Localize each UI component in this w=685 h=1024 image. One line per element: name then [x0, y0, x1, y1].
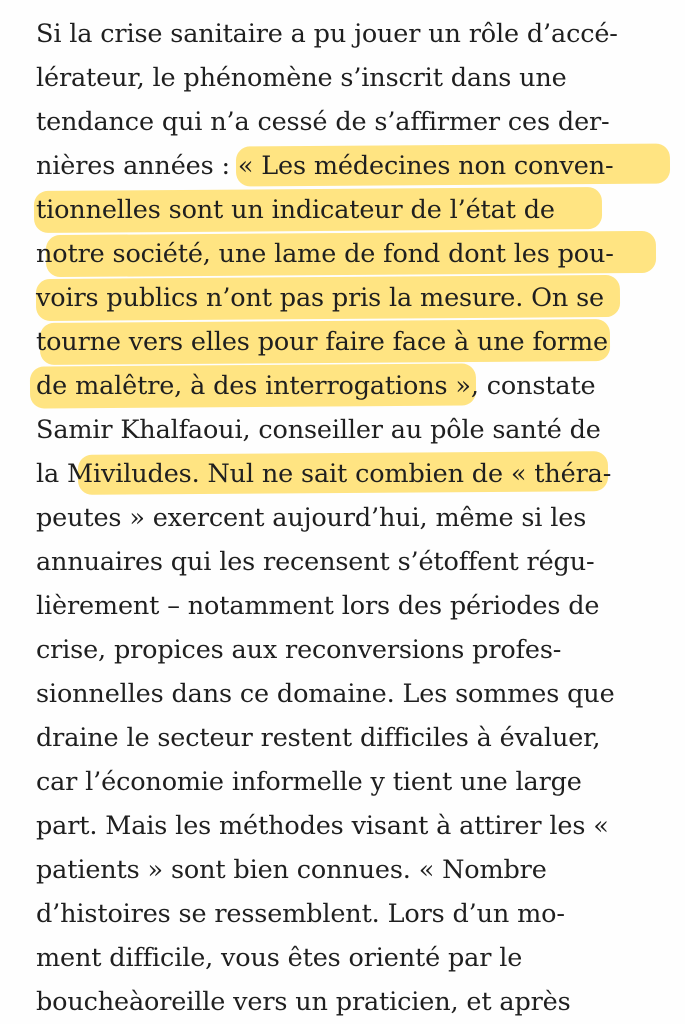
text-line: la Miviludes. Nul ne sait combien de « théra- [36, 459, 612, 489]
text-line: Samir Khalfaoui, conseiller au pôle santé de [36, 415, 601, 445]
text-line: draine le secteur restent difficiles à évaluer, [36, 723, 601, 753]
text-line: voirs publics n’ont pas pris la mesure. On se [36, 283, 604, 313]
text-line: car l’économie informelle y tient une large [36, 767, 582, 797]
text-line: tourne vers elles pour faire face à une forme [36, 327, 608, 357]
text-line: nières années : « Les médecines non conven- [36, 151, 614, 181]
text-line: d’histoires se ressemblent. Lors d’un mo- [36, 899, 565, 929]
text-line: part. Mais les méthodes visant à attirer les « [36, 811, 609, 841]
text-line: lièrement – notamment lors des périodes de [36, 591, 600, 621]
text-line: crise, propices aux reconversions profes- [36, 635, 562, 665]
text-line: de malêtre, à des interrogations », constate [36, 371, 596, 401]
text-line: boucheàoreille vers un praticien, et après [36, 987, 571, 1017]
text-line: notre société, une lame de fond dont les pou- [36, 239, 614, 269]
text-line: tionnelles sont un indicateur de l’état de [36, 195, 555, 225]
text-line: Si la crise sanitaire a pu jouer un rôle d’accé- [36, 19, 618, 49]
text-line: lérateur, le phénomène s’inscrit dans une [36, 63, 567, 93]
text-line: peutes » exercent aujourd’hui, même si les [36, 503, 587, 533]
text-line: ment difficile, vous êtes orienté par le [36, 943, 523, 973]
text-line: sionnelles dans ce domaine. Les sommes que [36, 679, 615, 709]
text-line: patients » sont bien connues. « Nombre [36, 855, 547, 885]
text-line: annuaires qui les recensent s’étoffent régu- [36, 547, 595, 577]
text-line: tendance qui n’a cessé de s’affirmer ces der- [36, 107, 610, 137]
